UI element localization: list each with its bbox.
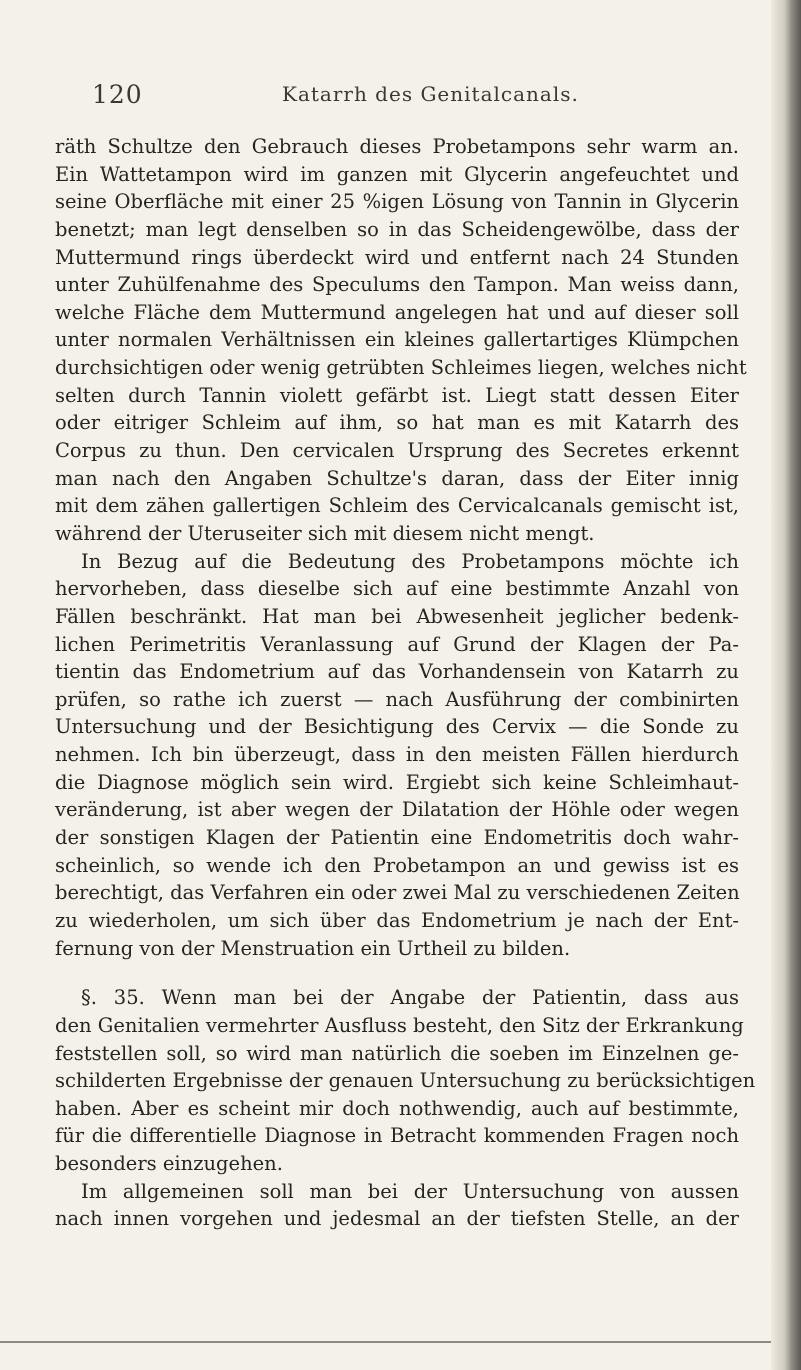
text-line: Muttermund rings überdeckt wird und entfernt nach 24 Stunden [55, 245, 739, 269]
text-line: feststellen soll, so wird man natürlich die soeben im Einzelnen ge- [55, 1041, 739, 1065]
text-line: veränderung, ist aber wegen der Dilatation der Höhle oder wegen [55, 798, 739, 822]
text-line: unter normalen Verhältnissen ein kleines gallertartiges Klümpchen [55, 328, 739, 352]
text-line: Fällen beschränkt. Hat man bei Abwesenheit jeglicher bedenk- [55, 604, 739, 628]
text-line: tientin das Endometrium auf das Vorhandensein von Katarrh zu [55, 660, 739, 684]
text-line: während der Uteruseiter sich mit diesem nicht mengt. [55, 521, 595, 545]
text-line: zu wiederholen, um sich über das Endometrium je nach der Ent- [55, 908, 739, 932]
text-line: Im allgemeinen soll man bei der Untersuchung von aussen [81, 1179, 739, 1203]
text-line: besonders einzugehen. [55, 1152, 283, 1176]
text-line: nach innen vorgehen und jedesmal an der tiefsten Stelle, an der [55, 1207, 739, 1231]
text-line: welche Fläche dem Muttermund angelegen hat und auf dieser soll [55, 300, 739, 324]
text-line: oder eitriger Schleim auf ihm, so hat man es mit Katarrh des [55, 411, 739, 435]
text-line: fernung von der Menstruation ein Urtheil zu bilden. [55, 936, 571, 960]
text-line: berechtigt, das Verfahren ein oder zwei Mal zu verschiedenen Zeiten [55, 881, 740, 905]
text-line: der sonstigen Klagen der Patientin eine Endometritis doch wahr- [55, 826, 739, 850]
running-title: Katarrh des Genitalcanals. [282, 82, 579, 106]
text-line: benetzt; man legt denselben so in das Scheidengewölbe, dass der [55, 217, 739, 241]
text-line: lichen Perimetritis Veranlassung auf Grund der Klagen der Pa- [55, 632, 739, 656]
text-line: haben. Aber es scheint mir doch nothwendig, auch auf bestimmte, [55, 1096, 739, 1120]
page-number: 120 [92, 80, 143, 109]
text-line: nehmen. Ich bin überzeugt, dass in den meisten Fällen hierdurch [55, 743, 739, 767]
text-line: Corpus zu thun. Den cervicalen Ursprung des Secretes erkennt [55, 439, 739, 463]
section-start-line: §. 35. Wenn man bei der Angabe der Patientin, dass aus [81, 986, 739, 1010]
text-line: seine Oberfläche mit einer 25 %igen Lösung von Tannin in Glycerin [55, 190, 739, 214]
page-header [92, 80, 742, 120]
page-edge-shadow [771, 0, 801, 1370]
text-line: scheinlich, so wende ich den Probetampon an und gewiss ist es [55, 853, 739, 877]
text-line: prüfen, so rathe ich zuerst — nach Ausführung der combinirten [55, 687, 739, 711]
text-line: die Diagnose möglich sein wird. Ergiebt sich keine Schleimhaut- [55, 770, 739, 794]
text-line: selten durch Tannin violett gefärbt ist. Liegt statt dessen Eiter [55, 383, 739, 407]
body-text [55, 133, 756, 1233]
section-gap [55, 962, 739, 984]
text-line: den Genitalien vermehrter Ausfluss besteht, den Sitz der Erkrankung [55, 1013, 744, 1037]
text-line: für die differentielle Diagnose in Betracht kommenden Fragen noch [55, 1124, 739, 1148]
text-line: hervorheben, dass dieselbe sich auf eine bestimmte Anzahl von [55, 577, 739, 601]
text-line: räth Schultze den Gebrauch dieses Probetampons sehr warm an. [55, 135, 739, 158]
text-line: durchsichtigen oder wenig getrübten Schleimes liegen, welches nicht [55, 356, 747, 380]
text-line: man nach den Angaben Schultze's daran, dass der Eiter innig [55, 466, 739, 490]
text-line: unter Zuhülfenahme des Speculums den Tampon. Man weiss dann, [55, 273, 739, 297]
text-line: Untersuchung und der Besichtigung des Cervix — die Sonde zu [55, 715, 739, 739]
bottom-rule [0, 1341, 771, 1343]
text-line: mit dem zähen gallertigen Schleim des Cervicalcanals gemischt ist, [55, 494, 739, 518]
text-line: In Bezug auf die Bedeutung des Probetampons möchte ich [81, 549, 739, 573]
text-line: Ein Wattetampon wird im ganzen mit Glycerin angefeuchtet und [55, 162, 739, 186]
text-line: schilderten Ergebnisse der genauen Untersuchung zu berücksichtigen [55, 1069, 756, 1093]
